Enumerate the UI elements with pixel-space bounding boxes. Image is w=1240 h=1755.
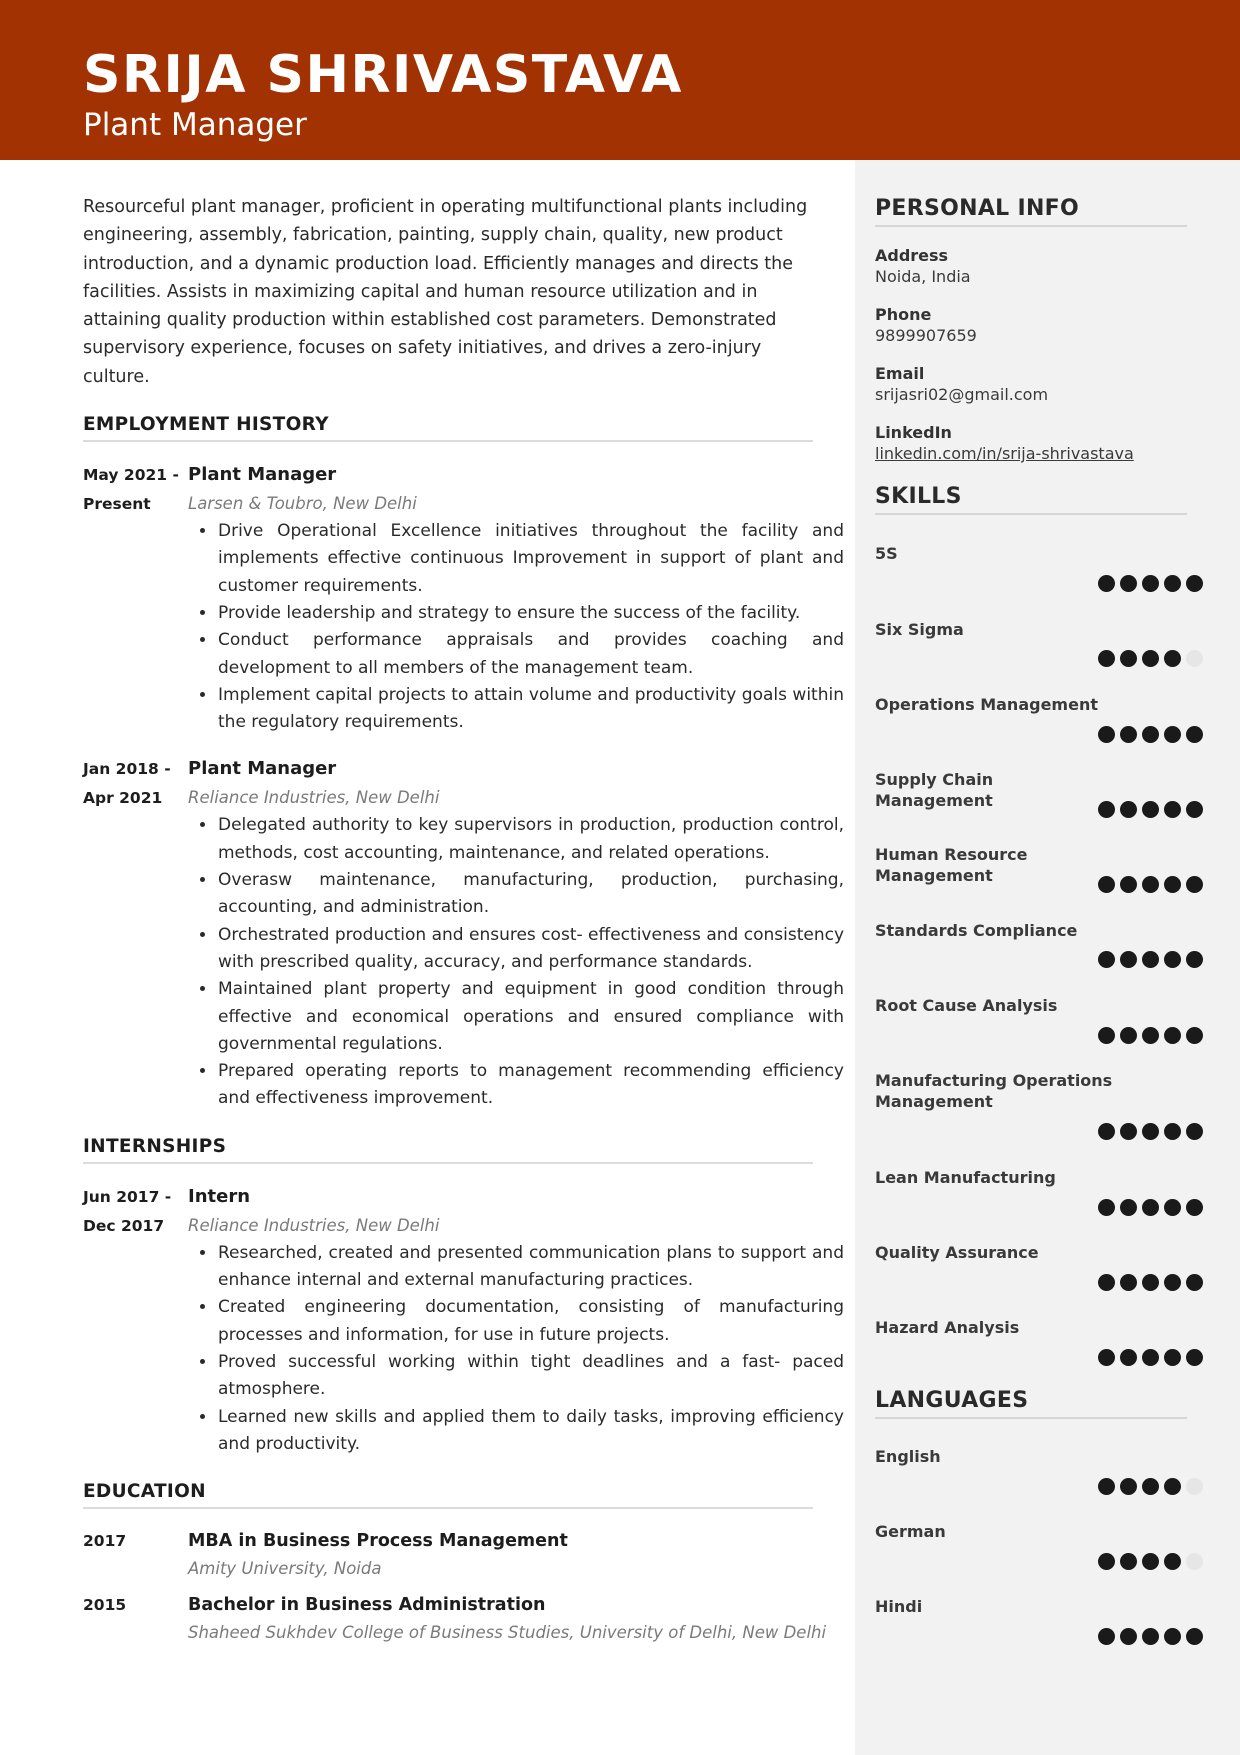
- job-title: Plant Manager: [188, 758, 337, 780]
- rating-dot-filled: [1120, 1349, 1137, 1366]
- rating-dot-filled: [1164, 575, 1181, 592]
- internship-bullet: • Learned new skills and applied them to daily tasks, improving efficiency and productivity.: [217, 1404, 844, 1459]
- rating-dot-filled: [1164, 1553, 1181, 1570]
- rating-dot-filled: [1120, 575, 1137, 592]
- rating-dot-filled: [1186, 951, 1203, 968]
- language-rating: [1098, 1478, 1203, 1495]
- job-date-start: Jan 2018 -: [83, 760, 171, 779]
- job-content: [188, 754, 844, 1112]
- info-label: Email: [875, 364, 925, 383]
- resume-header: [0, 0, 1240, 160]
- skill-label: Root Cause Analysis: [875, 996, 1058, 1015]
- job-date-start: May 2021 -: [83, 466, 179, 485]
- skill-item: [875, 844, 1200, 886]
- rating-dot-filled: [1164, 1478, 1181, 1495]
- skill-item: [875, 619, 1200, 640]
- skill-rating: [1098, 1349, 1203, 1366]
- job-bullets: [188, 812, 844, 1112]
- job-bullet: • Maintained plant property and equipment in good condition through effective and economical operations and ensured compliance with governmental regulations.: [217, 976, 844, 1058]
- internship-organization: Reliance Industries, New Delhi: [188, 1215, 440, 1235]
- skill-item: [875, 1317, 1200, 1338]
- job-date-end: Present: [83, 495, 151, 514]
- profile-summary: Resourceful plant manager, proficient in operating multifunctional plants including engineering, assembly, fabrication, painting, supply chain, quality, new product introduction, and a dynamic production load. Efficiently manages and directs the facilities. Assists in maximizing capital and human resource utilization and in attaining quality production within established cost parameters. Demonstrated supervisory experience, focuses on safety initiatives, and drives a zero-injury culture.: [83, 197, 808, 387]
- education-year: 2015: [83, 1596, 127, 1615]
- rating-dot-filled: [1142, 1274, 1159, 1291]
- job-bullet: • Drive Operational Excellence initiatives throughout the facility and implements effective continuous Improvement in support of plant and customer requirements.: [217, 518, 844, 600]
- internship-bullet: • Researched, created and presented communication plans to support and enhance internal and external manufacturing practices.: [217, 1240, 844, 1295]
- rating-dot-filled: [1098, 1628, 1115, 1645]
- rating-dot-filled: [1142, 650, 1159, 667]
- rating-dot-filled: [1098, 1123, 1115, 1140]
- skill-item: [875, 694, 1200, 715]
- info-value: 9899907659: [875, 326, 977, 345]
- internship-dates: [83, 1183, 179, 1241]
- main-column: [83, 193, 844, 1655]
- rating-dot-filled: [1120, 1274, 1137, 1291]
- rating-dot-filled: [1142, 1199, 1159, 1216]
- internships-section-title: INTERNSHIPS: [83, 1136, 813, 1164]
- info-value: Noida, India: [875, 267, 971, 286]
- job-bullet: • Delegated authority to key supervisors in production, production control, methods, cost accounting, maintenance, and related operations.: [217, 812, 844, 867]
- skill-rating: [1098, 1199, 1203, 1216]
- job-bullet: • Prepared operating reports to management recommending efficiency and effectiveness improvement.: [217, 1058, 844, 1113]
- skill-rating: [1098, 1123, 1203, 1140]
- language-label: English: [875, 1447, 941, 1466]
- internship-content: [188, 1182, 844, 1458]
- rating-dot-filled: [1186, 1123, 1203, 1140]
- rating-dot-filled: [1164, 951, 1181, 968]
- rating-dot-filled: [1186, 1628, 1203, 1645]
- education-section-title: EDUCATION: [83, 1481, 813, 1509]
- job-organization: Larsen & Toubro, New Delhi: [188, 494, 417, 514]
- rating-dot-filled: [1164, 1274, 1181, 1291]
- candidate-name: SRIJA SHRIVASTAVA: [83, 45, 683, 105]
- skill-rating: [1098, 1274, 1203, 1291]
- language-item: [875, 1596, 1200, 1617]
- info-address: [875, 245, 1215, 287]
- employment-list: [83, 460, 844, 1113]
- skill-item: [875, 543, 1200, 564]
- skill-rating: [1098, 575, 1203, 592]
- rating-dot-empty: [1186, 1478, 1203, 1495]
- rating-dot-filled: [1186, 575, 1203, 592]
- language-label: German: [875, 1522, 946, 1541]
- rating-dot-filled: [1120, 726, 1137, 743]
- rating-dot-filled: [1098, 1027, 1115, 1044]
- rating-dot-filled: [1142, 1123, 1159, 1140]
- skill-label: Lean Manufacturing: [875, 1168, 1056, 1187]
- rating-dot-filled: [1098, 650, 1115, 667]
- rating-dot-filled: [1186, 1027, 1203, 1044]
- skill-label: Operations Management: [875, 695, 1098, 714]
- skill-rating: [1098, 801, 1203, 818]
- skill-label: Human Resource Management: [875, 845, 1028, 885]
- job-bullet: • Provide leadership and strategy to ensure the success of the facility.: [217, 600, 844, 627]
- education-content: [188, 1591, 827, 1647]
- info-email: [875, 363, 1215, 405]
- skill-label: Hazard Analysis: [875, 1318, 1020, 1337]
- rating-dot-filled: [1120, 650, 1137, 667]
- education-school: Shaheed Sukhdev College of Business Studies, University of Delhi, New Delhi: [188, 1623, 827, 1643]
- rating-dot-filled: [1164, 801, 1181, 818]
- job-bullet: • Implement capital projects to attain volume and productivity goals within the regulatory requirements.: [217, 682, 844, 737]
- rating-dot-filled: [1098, 1349, 1115, 1366]
- rating-dot-filled: [1120, 1027, 1137, 1044]
- internship-list: [83, 1182, 844, 1458]
- skill-item: [875, 1242, 1200, 1263]
- rating-dot-filled: [1120, 801, 1137, 818]
- job-dates: [83, 461, 179, 519]
- education-entry: [83, 1527, 823, 1591]
- rating-dot-filled: [1164, 1123, 1181, 1140]
- skill-rating: [1098, 650, 1203, 667]
- rating-dot-filled: [1098, 801, 1115, 818]
- rating-dot-filled: [1098, 1274, 1115, 1291]
- rating-dot-filled: [1186, 801, 1203, 818]
- rating-dot-filled: [1142, 726, 1159, 743]
- job-bullet: • Orchestrated production and ensures cost- effectiveness and consistency with prescribed quality, accuracy, and performance standards.: [217, 922, 844, 977]
- personal-info-title: PERSONAL INFO: [875, 196, 1187, 227]
- rating-dot-empty: [1186, 650, 1203, 667]
- skill-label: Quality Assurance: [875, 1243, 1039, 1262]
- job-entry: [83, 460, 844, 736]
- job-dates: [83, 755, 179, 813]
- internship-bullets: [188, 1240, 844, 1458]
- skill-label: 5S: [875, 544, 898, 563]
- internship-title: Intern: [188, 1185, 251, 1207]
- education-list: [83, 1527, 827, 1655]
- skill-item: [875, 1167, 1200, 1188]
- skill-item: [875, 995, 1200, 1016]
- rating-dot-filled: [1142, 1349, 1159, 1366]
- rating-dot-filled: [1164, 1027, 1181, 1044]
- language-rating: [1098, 1628, 1203, 1645]
- education-year: 2017: [83, 1532, 127, 1551]
- rating-dot-filled: [1142, 951, 1159, 968]
- skill-rating: [1098, 1027, 1203, 1044]
- internship-date-start: Jun 2017 -: [83, 1187, 172, 1206]
- rating-dot-filled: [1120, 1478, 1137, 1495]
- language-item: [875, 1446, 1200, 1467]
- language-label: Hindi: [875, 1597, 923, 1616]
- rating-dot-filled: [1186, 876, 1203, 893]
- internship-bullet: • Created engineering documentation, consisting of manufacturing processes and information, for use in future projects.: [217, 1294, 844, 1349]
- rating-dot-filled: [1142, 1027, 1159, 1044]
- rating-dot-filled: [1098, 1199, 1115, 1216]
- rating-dot-filled: [1186, 726, 1203, 743]
- rating-dot-filled: [1164, 650, 1181, 667]
- rating-dot-filled: [1120, 951, 1137, 968]
- rating-dot-filled: [1142, 1553, 1159, 1570]
- rating-dot-filled: [1164, 1349, 1181, 1366]
- employment-section-title: EMPLOYMENT HISTORY: [83, 414, 813, 442]
- rating-dot-filled: [1164, 726, 1181, 743]
- info-linkedin: [875, 422, 1215, 464]
- job-organization: Reliance Industries, New Delhi: [188, 788, 440, 808]
- skill-label: Manufacturing Operations Management: [875, 1071, 1113, 1111]
- skill-label: Supply Chain Management: [875, 770, 994, 810]
- rating-dot-filled: [1164, 1199, 1181, 1216]
- candidate-role: Plant Manager: [83, 107, 307, 143]
- info-label: Phone: [875, 305, 932, 324]
- rating-dot-filled: [1120, 1553, 1137, 1570]
- skill-item: [875, 769, 1200, 811]
- rating-dot-filled: [1120, 1199, 1137, 1216]
- skill-rating: [1098, 951, 1203, 968]
- rating-dot-filled: [1098, 1553, 1115, 1570]
- rating-dot-filled: [1142, 1478, 1159, 1495]
- rating-dot-filled: [1186, 1349, 1203, 1366]
- internship-bullet: • Proved successful working within tight deadlines and a fast- paced atmosphere.: [217, 1349, 844, 1404]
- internship-date-end: Dec 2017: [83, 1216, 165, 1235]
- skill-label: Standards Compliance: [875, 921, 1078, 940]
- rating-dot-filled: [1098, 876, 1115, 893]
- rating-dot-filled: [1164, 1628, 1181, 1645]
- language-rating: [1098, 1553, 1203, 1570]
- rating-dot-filled: [1142, 801, 1159, 818]
- rating-dot-filled: [1098, 951, 1115, 968]
- rating-dot-filled: [1098, 575, 1115, 592]
- rating-dot-filled: [1120, 1123, 1137, 1140]
- education-degree: Bachelor in Business Administration: [188, 1595, 546, 1616]
- job-content: [188, 460, 844, 736]
- skill-item: [875, 920, 1200, 941]
- rating-dot-filled: [1098, 1478, 1115, 1495]
- internship-entry: [83, 1182, 844, 1458]
- linkedin-link[interactable]: linkedin.com/in/srija-shrivastava: [875, 444, 1134, 463]
- education-school: Amity University, Noida: [188, 1559, 382, 1579]
- education-content: [188, 1527, 823, 1583]
- skill-label: Six Sigma: [875, 620, 964, 639]
- education-degree: MBA in Business Process Management: [188, 1531, 568, 1552]
- rating-dot-filled: [1120, 1628, 1137, 1645]
- job-entry: [83, 754, 844, 1112]
- skill-item: [875, 1070, 1200, 1112]
- rating-dot-filled: [1142, 876, 1159, 893]
- rating-dot-filled: [1142, 1628, 1159, 1645]
- skill-rating: [1098, 876, 1203, 893]
- job-bullet: • Overasw maintenance, manufacturing, production, purchasing, accounting, and administration.: [217, 867, 844, 922]
- info-value: srijasri02@gmail.com: [875, 385, 1049, 404]
- education-entry: [83, 1591, 827, 1655]
- rating-dot-filled: [1186, 1199, 1203, 1216]
- rating-dot-filled: [1186, 1274, 1203, 1291]
- language-item: [875, 1521, 1200, 1542]
- job-title: Plant Manager: [188, 464, 337, 486]
- info-label: Address: [875, 246, 949, 265]
- skills-title: SKILLS: [875, 484, 1187, 515]
- job-bullets: [188, 518, 844, 736]
- skill-rating: [1098, 726, 1203, 743]
- rating-dot-filled: [1098, 726, 1115, 743]
- rating-dot-filled: [1164, 876, 1181, 893]
- rating-dot-filled: [1142, 575, 1159, 592]
- job-date-end: Apr 2021: [83, 789, 163, 808]
- info-phone: [875, 304, 1215, 346]
- job-bullet: • Conduct performance appraisals and provides coaching and development to all members of the management team.: [217, 627, 844, 682]
- languages-title: LANGUAGES: [875, 1388, 1187, 1419]
- rating-dot-empty: [1186, 1553, 1203, 1570]
- rating-dot-filled: [1120, 876, 1137, 893]
- info-label: LinkedIn: [875, 423, 952, 442]
